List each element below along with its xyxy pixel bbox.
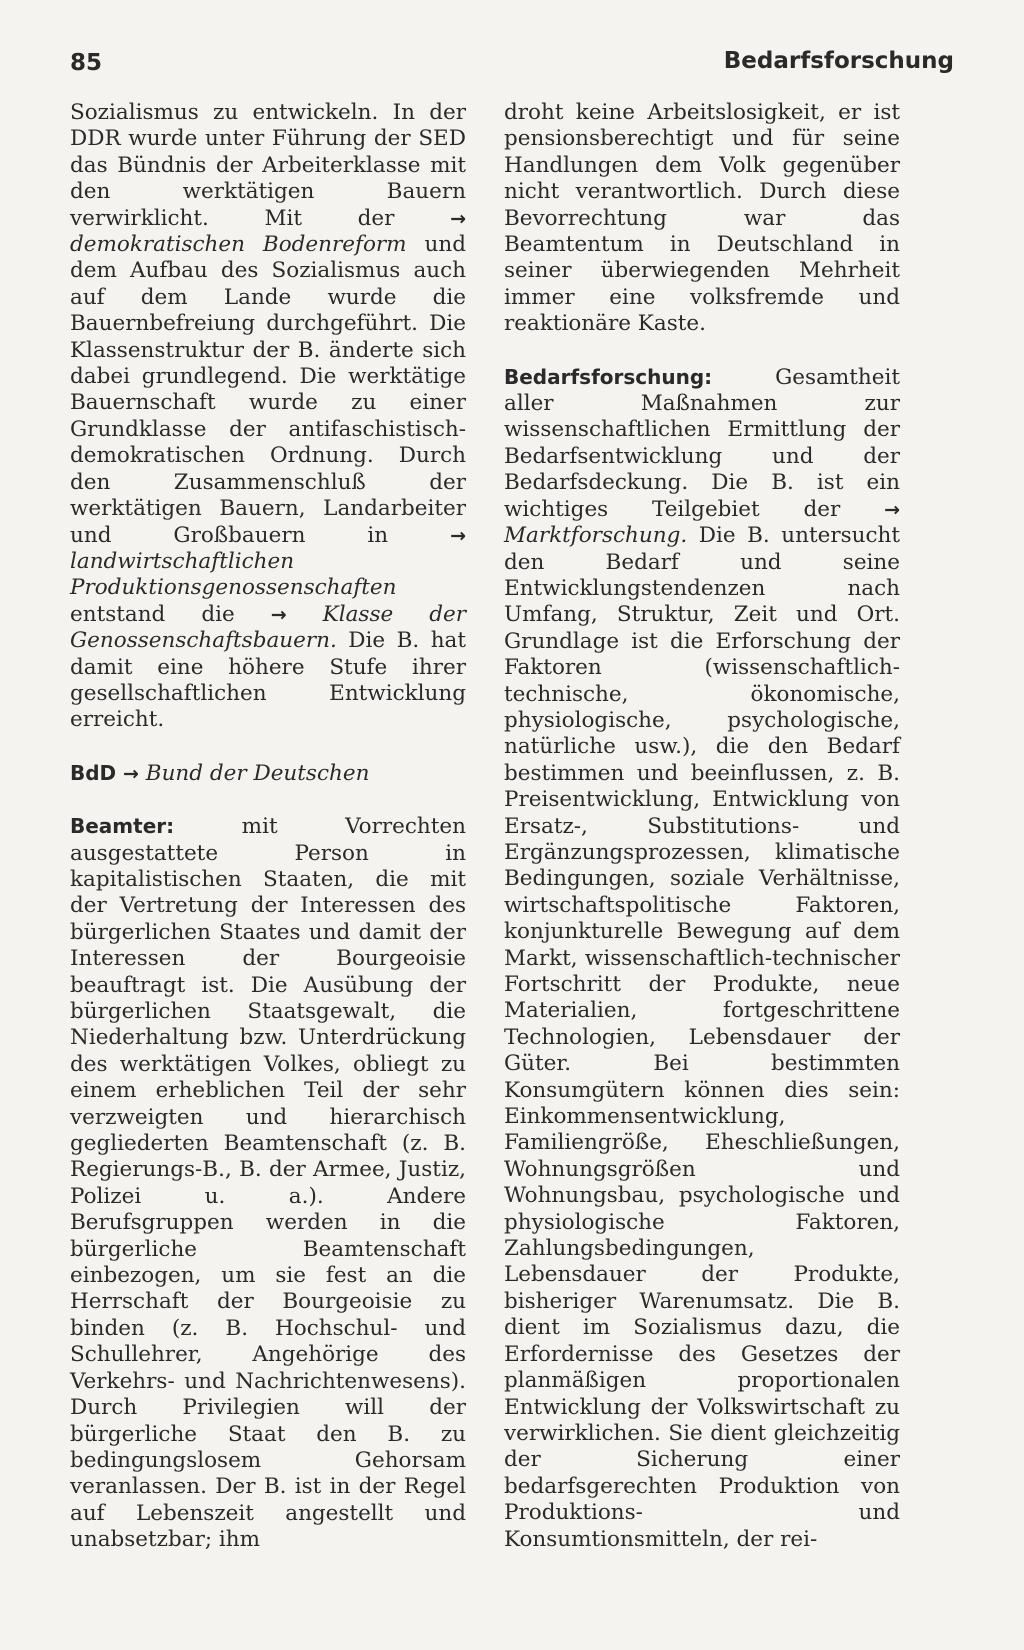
entry-beamter bbox=[70, 813, 466, 1553]
entry-text: Die B. hat damit eine höhere Stufe ihrer gesellschaftlichen Entwicklung erreicht. bbox=[70, 628, 466, 733]
cross-reference-arrow-icon: → bbox=[270, 603, 287, 626]
cross-reference-arrow-icon: → bbox=[884, 498, 900, 521]
entry-text: droht keine Arbeitslosigkeit, er ist pensionsberechtigt und für seine Handlungen dem Volk gegenüber nicht verantwortlich. Durch diese Bevorrechtung war das Beamtentum in Deutschland in seiner überwiegenden Mehrheit immer eine volksfremde und reaktionäre Kaste. bbox=[504, 100, 900, 337]
entry-text: Gesamtheit aller Maßnahmen zur wissenschaftlichen Ermittlung der Bedarfsentwicklung und der Bedarfsdeckung. Die B. ist ein wichtiges Teilgebiet der bbox=[504, 364, 900, 522]
cross-reference: Klasse der Genossenschaftsbauern. bbox=[70, 601, 467, 654]
entry-text: und dem Aufbau des Sozialismus auch auf dem Lande wurde die Bauernbefreiung durchgeführt. Die Klassenstruktur der B. änderte sich dabei grundlegend. Die werktätige Bauernschaft wurde zu einer Grundklasse der antifaschistisch-demokratischen Ordnung. Durch den Zusammenschluß der werktätigen Bauern, Landarbeiter und Großbauern in bbox=[70, 232, 466, 548]
cross-reference-arrow-icon: → bbox=[123, 762, 139, 785]
running-head bbox=[70, 46, 954, 82]
cross-reference: Bund der Deutschen bbox=[145, 760, 370, 786]
right-column bbox=[504, 100, 900, 1553]
entry-bedarfsforschung bbox=[504, 364, 900, 1553]
cross-reference: landwirtschaftlichen Produktionsgenossenschaften bbox=[70, 548, 397, 601]
cross-reference: demokratischen Bodenreform bbox=[70, 232, 407, 258]
entry-text: entstand die bbox=[70, 601, 271, 627]
entry-text: Sozialismus zu entwickeln. In der DDR wurde unter Führung der SED das Bündnis der Arbeiterklasse mit den werktätigen Bauern verwirklicht. Mit der bbox=[70, 100, 466, 231]
entry-keyword: Bedarfsforschung: bbox=[504, 364, 713, 389]
entry-keyword: Beamter: bbox=[70, 814, 175, 839]
entry-text: mit Vorrechten ausgestattete Person in kapitalistischen Staaten, die mit der Vertretung der Interessen des bürgerlichen Staates und damit der Interessen der Bourgeoisie beauftragt ist. Die Ausübung der bürgerlichen Staatsgewalt, die Niederhaltung bzw. Unterdrückung des werktätigen Volkes, obliegt zu einem erheblichen Teil der sehr verzweigten und hierarchisch gegliederten Beamtenschaft (z. B. Regierungs-B., B. der Armee, Justiz, Polizei u. a.). Andere Berufsgruppen werden in die bürgerliche Beamtenschaft einbezogen, um sie fest an die Herrschaft der Bourgeoisie zu binden (z. B. Hochschul- und Schullehrer, Angehörige des Verkehrs- und Nachrichtenwesens). Durch Privilegien will der bürgerliche Staat den B. zu bedingungslosem Gehorsam veranlassen. Der B. ist in der Regel auf Lebenszeit angestellt und unabsetzbar; ihm bbox=[70, 814, 466, 1553]
entry-bauern-continuation bbox=[70, 100, 466, 734]
cross-reference-arrow-icon: → bbox=[450, 207, 466, 230]
entry-bdd bbox=[70, 760, 466, 787]
page-number: 85 bbox=[70, 50, 103, 76]
header-keyword: Bedarfsforschung bbox=[723, 48, 954, 74]
entry-keyword: BdD bbox=[70, 760, 117, 785]
cross-reference-arrow-icon: → bbox=[450, 524, 466, 547]
left-column bbox=[70, 100, 466, 1554]
entry-beamter-continuation bbox=[504, 100, 900, 338]
entry-text: Die B. untersucht den Bedarf und seine Entwicklungstendenzen nach Umfang, Struktur, Zeit und Ort. Grundlage ist die Erforschung der Faktoren (wissenschaftlich-technische, ökonomische, physiologische, psychologische, natürliche usw.), die den Bedarf bestimmen und beeinflussen, z. B. Preisentwicklung, Entwicklung von Ersatz-, Substitutions- und Ergänzungsprozessen, klimatische Bedingungen, soziale Verhältnisse, wirtschaftspolitische Faktoren, konjunkturelle Bewegung auf dem Markt, wissenschaftlich-technischer Fortschritt der Produkte, neue Materialien, fortgeschrittene Technologien, Lebensdauer der Güter. Bei bestimmten Konsumgütern können dies sein: Einkommensentwicklung, Familiengröße, Eheschließungen, Wohnungsgrößen und Wohnungsbau, psychologische und physiologische Faktoren, Zahlungsbedingungen, Lebensdauer der Produkte, bisheriger Warenumsatz. Die B. dient im Sozialismus dazu, die Erfordernisse des Gesetzes der planmäßigen proportionalen Entwicklung der Volkswirtschaft zu verwirklichen. Sie dient gleichzeitig der Sicherung einer bedarfsgerechten Produktion von Produktions- und Konsumtionsmitteln, der rei- bbox=[504, 523, 900, 1552]
cross-reference: Marktforschung. bbox=[504, 523, 688, 549]
